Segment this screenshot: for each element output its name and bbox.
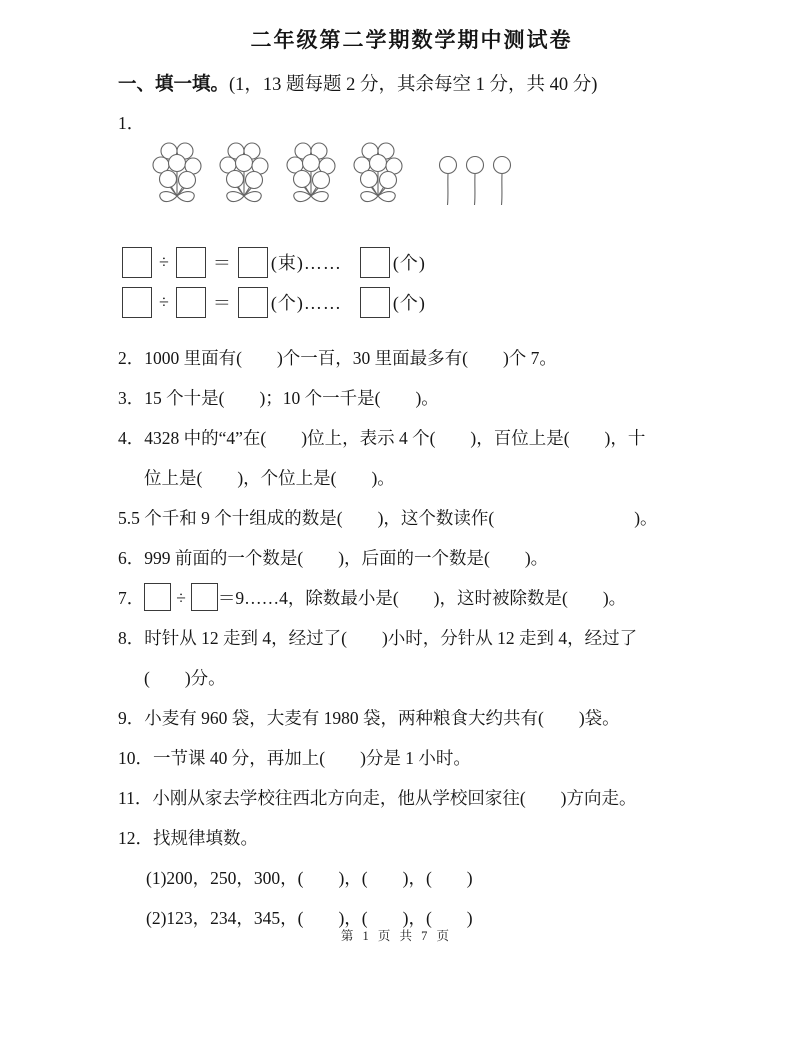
page-number-footer: 第 1 页 共 7 页 [340,929,453,943]
question-11 [118,778,705,818]
question-4-line: 位上是( )，个位上是( )。 [144,468,395,488]
question-7-line [118,578,705,618]
unit-label: (个) [392,293,426,313]
question-number: 7． [118,588,145,608]
question-8-line: ( )分。 [144,668,226,688]
single-balloon-icon [463,154,488,217]
question-list [118,338,705,938]
question-9 [118,698,705,738]
answer-box [144,583,171,611]
question-11-line: 11．小刚从家去学校往西北方向走，他从学校回家往( )方向走。 [118,788,637,808]
question-2-line: 2．1000 里面有( )个一百，30 里面最多有( )个 7。 [118,348,557,368]
question-4-line: 4．4328 中的“4”在( )位上，表示 4 个( )，百位上是( )，十 [118,428,646,448]
question-8 [118,618,705,698]
unit-label: (个)…… [270,293,342,313]
answer-box [176,247,206,278]
question-text: ＝9……4，除数最小是( )，这时被除数是( )。 [217,588,627,608]
answer-box [238,247,268,278]
question-4 [118,418,705,498]
question-5 [118,498,705,538]
balloon-bunch-icon [286,140,336,215]
equals-operator: ＝ [212,253,231,273]
question-8-line: 8．时针从 12 走到 4，经过了( )小时，分针从 12 走到 4，经过了 [118,628,638,648]
balloon-bunch-icon [353,140,403,215]
page-title: 二年级第二学期数学期中测试卷 [250,28,573,52]
divide-operator: ÷ [159,291,169,312]
answer-box [122,247,152,278]
unit-label: (束)…… [270,253,342,273]
question-10 [118,738,705,778]
question-12 [118,818,705,938]
question-6 [118,538,705,578]
section-heading [118,70,705,96]
balloon-illustration [152,140,705,232]
equation-row [122,242,705,282]
single-balloon-icon [490,154,515,217]
divide-operator: ÷ [176,588,186,608]
question-12-line: 12．找规律填数。 [118,828,258,848]
answer-box [176,287,206,318]
answer-box [360,287,390,318]
answer-box [191,583,218,611]
divide-operator: ÷ [159,251,169,272]
balloon-bunch-icon [219,140,269,215]
answer-box [122,287,152,318]
section-heading-label: 一、填一填。 [118,75,230,95]
answer-box [360,247,390,278]
question-1-number: 1． [118,113,145,133]
question-3-line: 3．15 个十是( )；10 个一千是( )。 [118,388,439,408]
question-9-line: 9．小麦有 960 袋，大麦有 1980 袋，两种粮食大约共有( )袋。 [118,708,620,728]
question-2 [118,338,705,378]
section-heading-note: (1，13 题每题 2 分，其余每空 1 分，共 40 分) [229,75,598,95]
answer-box [238,287,268,318]
question-1-equations [122,242,705,322]
question-6-line: 6．999 前面的一个数是( )，后面的一个数是( )。 [118,548,549,568]
question-5-line: 5.5 个千和 9 个十组成的数是( )，这个数读作( )。 [118,508,658,528]
question-12-subitem: (2)123，234，345，( )，( )，( ) [146,908,473,928]
question-7 [118,578,705,618]
equation-row [122,282,705,322]
equals-operator: ＝ [212,293,231,313]
question-3 [118,378,705,418]
unit-label: (个) [392,253,426,273]
question-10-line: 10．一节课 40 分，再加上( )分是 1 小时。 [118,748,471,768]
single-balloons-group [436,154,517,217]
question-12-subitem: (1)200，250，300，( )，( )，( ) [146,868,473,888]
single-balloon-icon [436,154,461,217]
balloon-bunch-icon [152,140,202,215]
